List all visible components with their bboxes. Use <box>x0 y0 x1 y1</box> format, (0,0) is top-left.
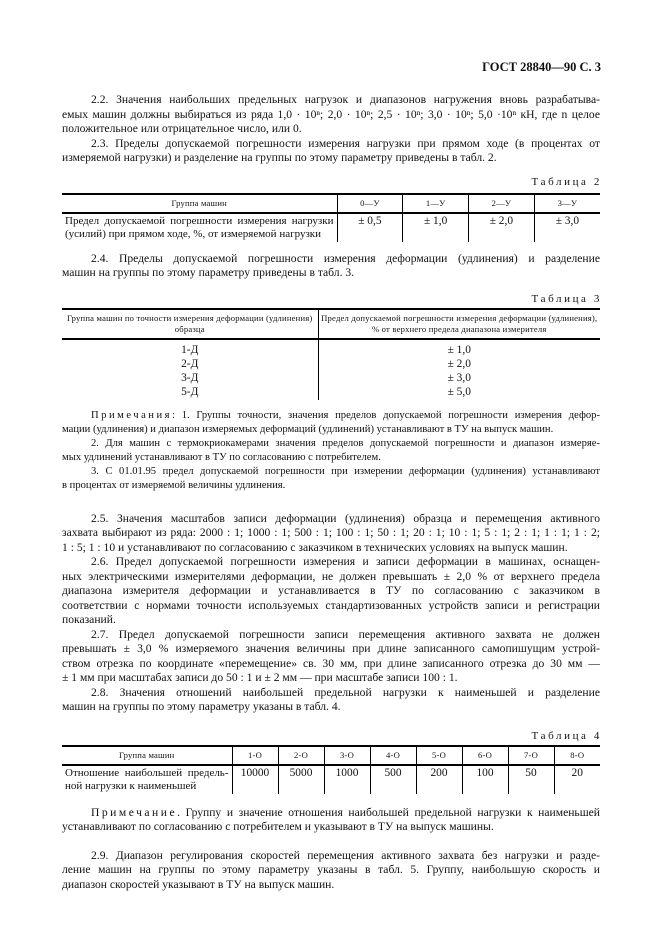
table-4-label: Таблица 4 <box>531 729 602 742</box>
text-line: 2.7. Предел допускаемой погрешности записи перемещения активного захвата не должен <box>91 627 600 641</box>
text-line: 2.8. Значения отношений наибольшей предельной нагрузки к наименьшей и разделение <box>91 685 600 699</box>
text-line: измеряемой нагрузки) и разделение на группы по этому параметру приведены в табл. 2. <box>62 151 497 164</box>
table-cell: 5-Д <box>181 385 199 398</box>
header-cell: 7-О <box>508 746 554 765</box>
row-label: Предел допускаемой погрешности измерения нагрузки (усилий) при прямом ходе, %, от измеряемой нагрузки <box>65 214 334 240</box>
table-row <box>62 358 600 372</box>
table-row <box>62 213 600 242</box>
header-cell: Предел допускаемой погрешности измерения деформации (удлинения), % от верхнего предела диапазона измерителя <box>318 309 600 339</box>
table-cell: 2-Д <box>181 357 199 370</box>
header-cell: 3-О <box>324 746 370 765</box>
paragraph-2-8 <box>62 686 600 715</box>
header-cell: 1—У <box>403 194 469 213</box>
header-cell: 2—У <box>469 194 535 213</box>
table-cell: 50 <box>508 765 554 794</box>
text-line: 1 : 5; 1 : 10 и устанавливают по согласованию с заказчиком в технических условиях на выпуск машин. <box>62 540 568 554</box>
header-cell: 2-О <box>278 746 324 765</box>
table-cell: ± 2,0 <box>318 358 600 372</box>
text-line: диапазона измерителя деформации и устанавливается в ТУ по согласованию с заказчиком в <box>62 584 600 597</box>
text-line: Примечания: 1. Группы точности, значения пределов допускаемой погрешности измерения дефор- <box>91 409 600 421</box>
table-header-row <box>62 746 600 765</box>
table-cell: ± 2,0 <box>469 213 535 242</box>
table-row <box>62 372 600 386</box>
text-line: мых удлинений устанавливают в ТУ по согласованию с потребителем. <box>62 451 381 463</box>
table-cell: 1000 <box>324 765 370 794</box>
text-line: захвата выбирают из ряда: 2000 : 1; 1000 : 1; 500 : 1; 100 : 1; 50 : 1; 20 : 1; 10 : 1; 5 : 1; 2 : 1; 1 : 1; 1 : 2; <box>62 526 600 539</box>
text-line: показаний. <box>62 613 116 626</box>
text-line: 2.5. Значения масштабов записи деформации (удлинения) образца и перемещения активного <box>91 511 600 525</box>
table-cell: 5000 <box>278 765 324 794</box>
table-2-label: Таблица 2 <box>531 175 602 188</box>
text-line: ных электрическими измерителями деформации, не должен превышать ± 2,0 % от верхнего предела <box>62 569 600 583</box>
header-cell: 6-О <box>462 746 508 765</box>
text-line: емых машин должны выбираться из ряда 1,0 · 10ⁿ; 2,0 · 10ⁿ; 2,5 · 10ⁿ; 3,0 · 10ⁿ; 5,0 ·10ⁿ кН, где n целое <box>62 107 600 121</box>
text-line: 2.3. Пределы допускаемой погрешности измерения нагрузки при прямом ходе (в процентах от <box>91 136 600 150</box>
table-3 <box>62 308 600 400</box>
header-cell: 3—У <box>534 194 600 213</box>
table-cell: 10000 <box>232 765 278 794</box>
table-cell: 200 <box>416 765 462 794</box>
paragraph-2-6 <box>62 555 600 628</box>
paragraph-2-3 <box>62 137 600 166</box>
header-cell: 5-О <box>416 746 462 765</box>
text-line: в процентах от измеряемой величины удлинения. <box>62 479 286 491</box>
table-2 <box>62 193 600 242</box>
page-header: ГОСТ 28840—90 С. 3 <box>482 60 601 74</box>
text-line: ством отрезка по координате «перемещение» св. 30 мм, при длине записанного отрезка до 30 мм — <box>62 656 600 670</box>
table-3-label: Таблица 3 <box>531 292 602 305</box>
header-cell: Группа машин <box>62 194 337 213</box>
text-line: диапазон скоростей указывают в ТУ на выпуск машин. <box>62 877 335 891</box>
paragraph-2-5 <box>62 512 600 556</box>
paragraph-2-9 <box>62 849 600 893</box>
text-line: 2.2. Значения наибольших предельных нагрузок и диапазонов нагружения вновь разрабатыва- <box>91 93 600 106</box>
row-label: Отношение наибольшей предель-ной нагрузки к наименьшей <box>65 766 229 792</box>
header-cell: Группа машин <box>62 746 232 765</box>
text-line: 2.4. Пределы допускаемой погрешности измерения деформации (удлинения) и разделение <box>91 251 600 265</box>
table-row <box>62 765 600 794</box>
table-cell: ± 0,5 <box>337 213 403 242</box>
text-line: 3. С 01.01.95 предел допускаемой погрешности при измерении деформации (удлинения) устанавливают <box>91 465 600 477</box>
table-cell: 20 <box>554 765 600 794</box>
table-cell: 3-Д <box>181 371 199 384</box>
note-heading: Примечания <box>91 409 172 421</box>
table-cell: 1-Д <box>181 343 199 356</box>
table-cell: ± 5,0 <box>318 386 600 400</box>
text-line: ление машин на группы по этому параметру указаны в табл. 5. Группу, наибольшую скорость и <box>62 863 600 876</box>
text-line: устанавливают по согласованию с потребителем и указывают в ТУ на выпуск машины. <box>62 820 494 833</box>
paragraph-2-4 <box>62 252 600 281</box>
header-cell: 4-О <box>370 746 416 765</box>
table-4 <box>62 745 600 794</box>
table-cell: ± 3,0 <box>318 372 600 386</box>
text-line: машин на группы по этому параметру указаны в табл. 4. <box>62 700 341 713</box>
text-line: мации (удлинения) и диапазон измеряемых деформаций (удлинений) устанавливают в ТУ на выпуск машин. <box>62 423 554 435</box>
table-row <box>62 339 600 358</box>
text-line: 2. Для машин с термокриокамерами значения пределов допускаемой погрешности и диапазон измеряе- <box>91 437 600 449</box>
text-line: положительное или отрицательное число, или 0. <box>62 122 302 135</box>
header-cell: 0—У <box>337 194 403 213</box>
text-line: 2.9. Диапазон регулирования скоростей перемещения активного захвата без нагрузки и разде- <box>91 848 600 862</box>
table-cell: 100 <box>462 765 508 794</box>
note-table-4 <box>62 806 600 835</box>
table-cell: 500 <box>370 765 416 794</box>
header-cell: 1-О <box>232 746 278 765</box>
paragraph-2-7 <box>62 628 600 686</box>
header-cell: Группа машин по точности измерения деформации (удлинения) образца <box>62 309 318 339</box>
table-cell: ± 1,0 <box>403 213 469 242</box>
text-line: превышать ± 3,0 % измеряемого значения величины при длине записанного самопишущим устрой- <box>62 642 600 655</box>
paragraph-2-2 <box>62 93 600 137</box>
text-line: машин на группы по этому параметру приведены в табл. 3. <box>62 266 355 279</box>
header-cell: 8-О <box>554 746 600 765</box>
text-line: 2.6. Предел допускаемой погрешности измерения и записи деформации в машинах, оснащен- <box>91 555 600 568</box>
text-line: Примечание. Группу и значение отношения наибольшей предельной нагрузки к наименьшей <box>91 805 600 819</box>
table-header-row <box>62 309 600 339</box>
notes-table-3 <box>62 409 600 493</box>
table-row <box>62 386 600 400</box>
table-cell: ± 1,0 <box>318 339 600 358</box>
text-line: соответствии с нормами точности используемых стандартизованных устройств записи и регистрации <box>62 598 600 612</box>
table-header-row <box>62 194 600 213</box>
page-body <box>62 93 600 892</box>
text-line: ± 1 мм при масштабах записи до 50 : 1 и ± 2 мм — при масштабе записи 100 : 1. <box>62 671 458 684</box>
note-heading: Примечание <box>91 805 178 819</box>
table-cell: ± 3,0 <box>534 213 600 242</box>
